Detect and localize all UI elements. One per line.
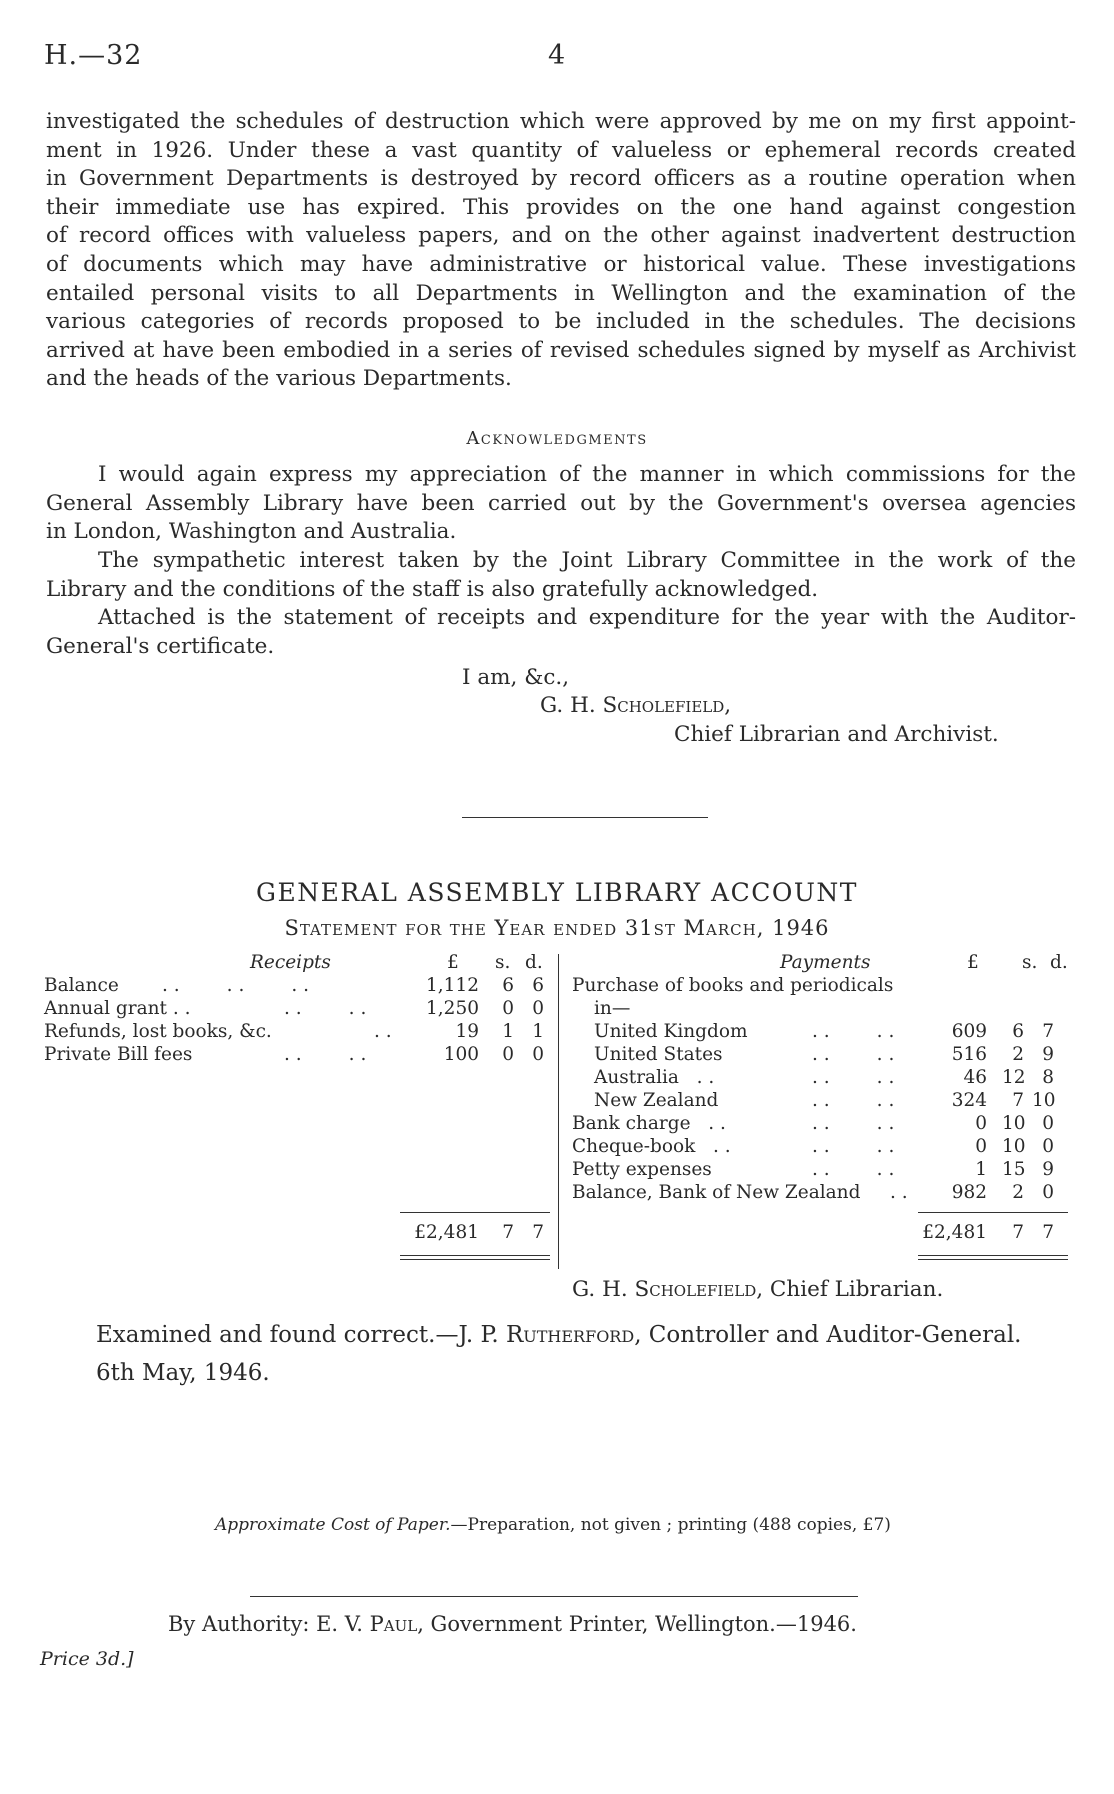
row-pence: 0 [532,1044,544,1065]
table-row [572,1021,1072,1045]
row-pence: 0 [1042,1136,1054,1157]
row-leaders: . . . . [812,1136,895,1157]
total-pounds: £2,481 [414,1222,479,1243]
row-label: Private Bill fees [44,1044,193,1065]
audit-statement [96,1322,1021,1348]
text-line: Attached is the statement of receipts and expenditure for the year with the Auditor- [98,605,1076,630]
row-pounds: 1 [975,1159,987,1180]
row-pence: 9 [1042,1159,1054,1180]
text-line: Library and the conditions of the staff is also gratefully acknowledged. [46,576,819,602]
ack-paragraph-3 [46,604,1076,661]
currency-header-shillings: s. [1022,952,1038,973]
signature-surname: Scholefield, [602,693,732,718]
row-label: Balance, Bank of New Zealand [572,1182,861,1203]
signed-initials: G. H. [572,1277,635,1302]
row-pounds: 1,250 [426,998,479,1019]
currency-header-pence: d. [525,952,543,973]
ack-paragraph-2 [46,547,1076,604]
signed-surname: Scholefield [634,1277,757,1302]
text-line: their immediate use has expired. This provides on the one hand against congestion [46,194,1076,220]
row-shillings: 2 [1012,1182,1024,1203]
row-shillings: 1 [502,1021,514,1042]
text-line: of record offices with valueless papers, and on the other against inadvertent destruction [46,223,1076,249]
row-pounds: 19 [455,1021,479,1042]
footer-divider [250,1596,858,1597]
signature-title: Chief Librarian and Archivist. [674,722,999,747]
document-reference: H.—32 [44,40,143,71]
row-label: Petty expenses [572,1159,712,1180]
row-pounds: 516 [951,1044,987,1065]
table-row [572,1182,1072,1206]
row-pounds: 609 [951,1021,987,1042]
row-leaders: . . . . [812,1021,895,1042]
table-row [44,1021,554,1045]
audit-suffix: , Controller and Auditor-General. [634,1322,1022,1348]
text-line: entailed personal visits to all Departments in Wellington and the examination of the [46,280,1076,306]
text-line: General Assembly Library have been carried out by the Government's oversea agencies [46,490,1076,516]
receipts-total-row [44,1222,554,1246]
row-pence: 7 [1042,1021,1054,1042]
total-shillings: 7 [1012,1222,1024,1243]
section-heading-acknowledgments: Acknowledgments [466,428,648,449]
row-pence: 10 [1032,1090,1056,1111]
row-pounds: 0 [975,1113,987,1134]
row-pounds: 46 [963,1067,987,1088]
text-line: and the heads of the various Departments. [46,366,512,392]
currency-header-pounds: £ [967,952,979,973]
table-row [44,998,554,1022]
column-divider [558,954,559,1269]
account-signature [572,1277,943,1302]
payments-double-rule [918,1259,1068,1260]
cost-label: Approximate Cost of Paper. [215,1515,451,1535]
row-pounds: 0 [975,1136,987,1157]
row-shillings: 0 [502,1044,514,1065]
cost-text: —Preparation, not given ; printing (488 copies, £7) [450,1515,891,1535]
payments-intro-line: in— [594,998,631,1019]
intro-paragraph [46,108,1076,394]
text-line: in Government Departments is destroyed by record officers as a routine operation when [46,166,1076,192]
row-leaders: . . . . [284,998,367,1019]
payments-heading: Payments [780,952,871,973]
currency-header-pounds: £ [447,952,459,973]
row-pounds: 324 [951,1090,987,1111]
currency-header-shillings: s. [495,952,511,973]
signature-initials: G. H. [540,693,603,718]
audit-date: 6th May, 1946. [96,1360,270,1386]
table-row [44,1044,554,1068]
row-label: Balance [44,975,119,996]
row-shillings: 7 [1012,1090,1024,1111]
printer-authority [168,1612,857,1636]
row-shillings: 10 [1002,1136,1026,1157]
row-leaders: . . . . [812,1159,895,1180]
payments-intro-line: Purchase of books and periodicals [572,975,894,996]
section-divider [462,817,708,818]
row-pence: 0 [1042,1182,1054,1203]
printer-surname: Paul [369,1612,418,1636]
row-pence: 8 [1042,1067,1054,1088]
total-shillings: 7 [502,1222,514,1243]
row-leaders: . . . . [812,1044,895,1065]
text-line: ment in 1926. Under these a vast quantity of valueless or ephemeral records created [46,137,1076,163]
table-row [572,1090,1072,1114]
receipts-total-rule [400,1212,550,1213]
row-shillings: 12 [1002,1067,1026,1088]
row-pence: 1 [532,1021,544,1042]
row-leaders: . . . . [812,1067,895,1088]
text-line: I would again express my appreciation of the manner in which commissions for the [98,462,1076,487]
page-number: 4 [548,40,566,71]
receipts-double-rule [400,1259,550,1260]
text-line: investigated the schedules of destruction which were approved by me on my first appoint- [46,109,1076,134]
price-label: Price 3d.] [40,1648,134,1670]
row-label: Annual grant . . [44,998,191,1019]
total-pence: 7 [532,1222,544,1243]
row-leaders: . . . . [812,1113,895,1134]
row-pence: 0 [532,998,544,1019]
row-shillings: 6 [1012,1021,1024,1042]
text-line: The sympathetic interest taken by the Joint Library Committee in the work of the [98,548,1076,573]
text-line: General's certificate. [46,633,275,659]
authority-prefix: By Authority: E. V. [168,1612,370,1636]
payments-total-row [572,1222,1072,1246]
row-pence: 9 [1042,1044,1054,1065]
row-leaders: . . [374,1021,392,1042]
payments-double-rule [918,1255,1068,1256]
text-line: various categories of records proposed to be included in the schedules. The decisions [46,309,1076,335]
payments-total-rule [918,1212,1068,1213]
row-leaders: . . . . . . [162,975,310,996]
row-pounds: 100 [443,1044,479,1065]
row-label: Australia . . [594,1067,715,1088]
table-row [572,1159,1072,1183]
account-title: GENERAL ASSEMBLY LIBRARY ACCOUNT [256,878,858,907]
table-row [44,975,554,999]
signature-name [540,693,731,718]
table-row [572,1113,1072,1137]
row-label: New Zealand [594,1090,719,1111]
text-line: of documents which may have administrative or historical value. These investigations [46,251,1076,277]
row-label: United States [594,1044,723,1065]
row-shillings: 10 [1002,1113,1026,1134]
total-pence: 7 [1042,1222,1054,1243]
currency-header-pence: d. [1050,952,1068,973]
row-shillings: 15 [1002,1159,1026,1180]
text-line: arrived at have been embodied in a series of revised schedules signed by myself as Archivist [46,337,1076,363]
row-pounds: 982 [951,1182,987,1203]
row-label: United Kingdom [594,1021,748,1042]
table-row [572,1136,1072,1160]
authority-suffix: , Government Printer, Wellington.—1946. [417,1612,857,1636]
row-label: Cheque-book . . [572,1136,731,1157]
signed-title: , Chief Librarian. [756,1277,944,1302]
row-shillings: 0 [502,998,514,1019]
ack-paragraph-1 [46,461,1076,547]
signature-salutation: I am, &c., [462,665,570,690]
row-pence: 0 [1042,1113,1054,1134]
row-pounds: 1,112 [426,975,479,996]
receipts-heading: Receipts [250,952,331,973]
cost-note [215,1515,891,1535]
row-pence: 6 [532,975,544,996]
table-row [572,1044,1072,1068]
row-leaders: . . . . [284,1044,367,1065]
row-shillings: 2 [1012,1044,1024,1065]
row-label: Refunds, lost books, &c. [44,1021,272,1042]
receipts-double-rule [400,1255,550,1256]
row-leaders: . . . . [812,1090,895,1111]
row-leaders: . . [890,1182,908,1203]
row-label: Bank charge . . [572,1113,726,1134]
table-row [572,1067,1072,1091]
audit-prefix: Examined and found correct.—J. P. [96,1322,506,1348]
auditor-surname: Rutherford [505,1322,635,1348]
total-pounds: £2,481 [922,1222,987,1243]
text-line: in London, Washington and Australia. [46,519,457,545]
row-shillings: 6 [502,975,514,996]
account-subtitle: Statement for the Year ended 31st March, 1946 [284,916,830,940]
